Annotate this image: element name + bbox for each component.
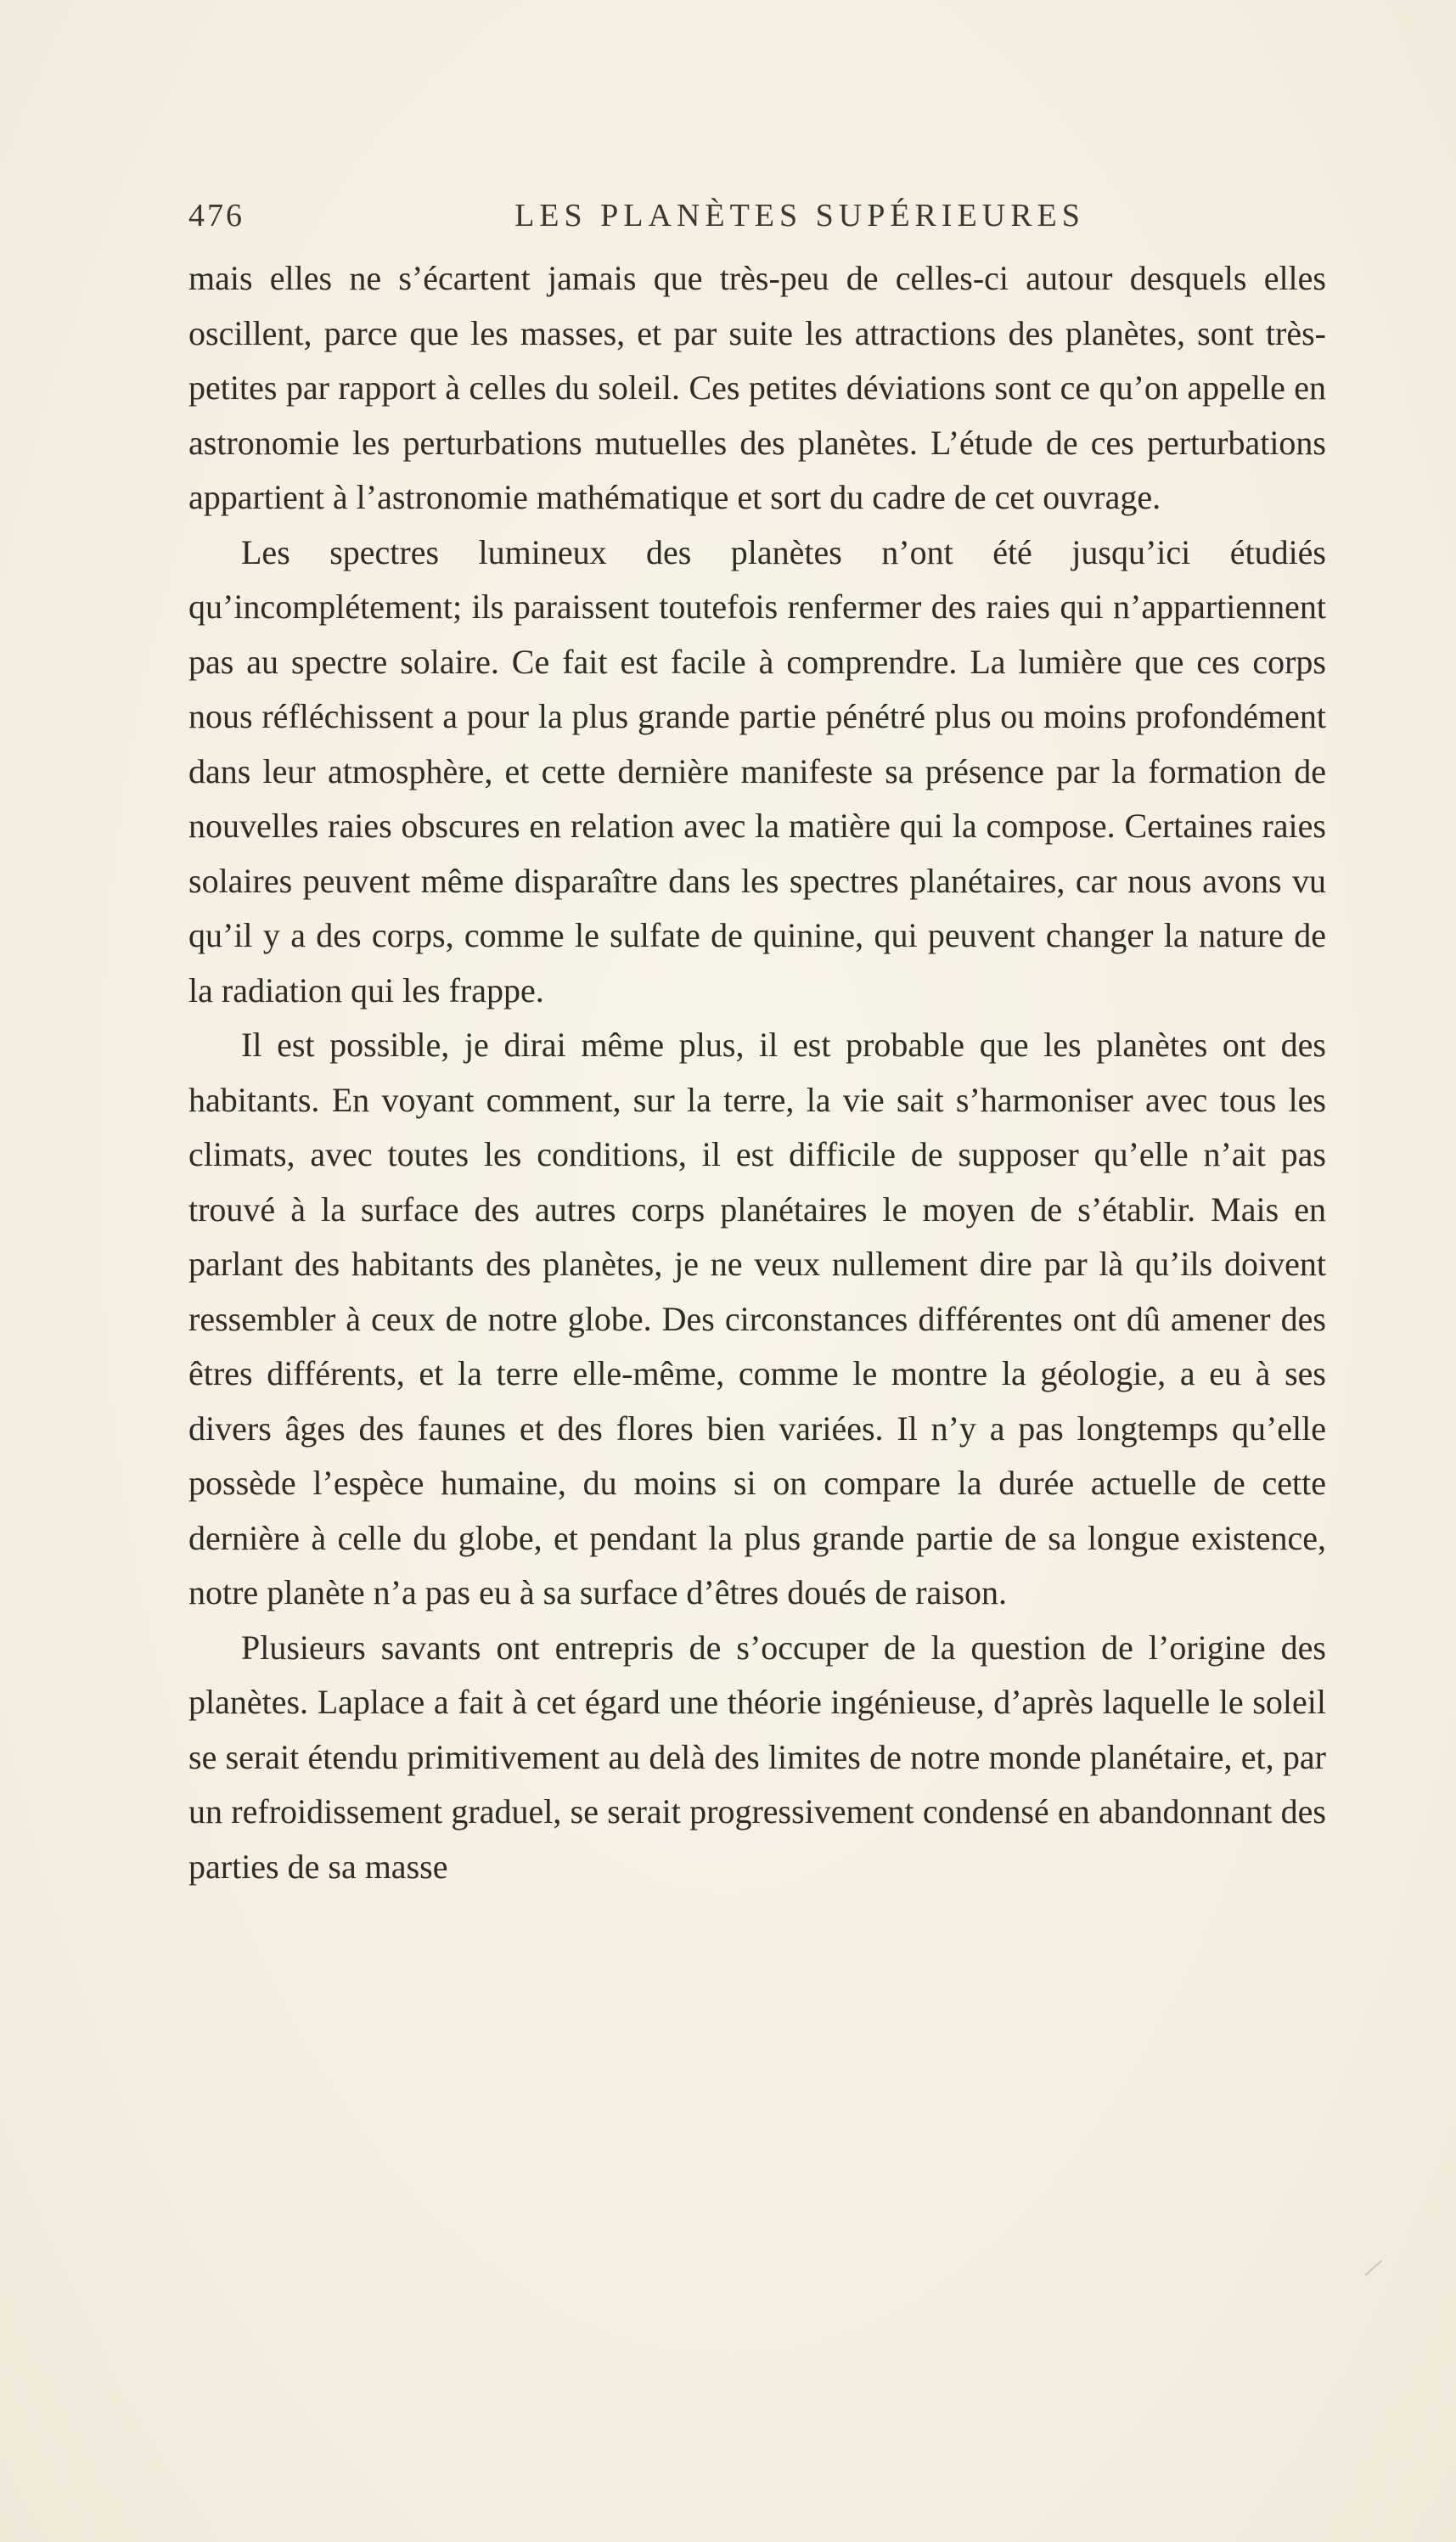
body-text (188, 251, 1326, 1894)
paragraph-planetary-spectra: Les spectres lumineux des planètes n’ont été jusqu’ici étudiés qu’incomplétement; ils paraissent toutefois renfermer des raies qui n’appartiennent pas au spectre solaire. Ce fait est facile à comprendre. La lumière que ces corps nous réfléchissent a pour la plus grande partie pénétré plus ou moins profondément dans leur atmosphère, et cette dernière manifeste sa présence par la formation de nouvelles raies obscures en relation avec la matière qui la compose. Certaines raies solaires peuvent même disparaître dans les spectres planétaires, car nous avons vu qu’il y a des corps, comme le sulfate de quinine, qui peuvent changer la nature de la radiation qui les frappe. (188, 532, 1326, 1009)
paragraph-continuation: mais elles ne s’écartent jamais que très-peu de celles-ci autour desquels elles oscillent, parce que les masses, et par suite les attractions des planètes, sont très-petites par rapport à celles du soleil. Ces petites déviations sont ce qu’on appelle en astronomie les perturbations mutuelles des planètes. L’étude de ces perturbations appartient à l’astronomie mathématique et sort du cadre de cet ouvrage. (188, 259, 1326, 516)
paragraph-planet-origin: Plusieurs savants ont entrepris de s’occuper de la question de l’origine des planètes. Laplace a fait à cet égard une théorie ingénieuse, d’après laquelle le soleil se serait étendu primitivement au delà des limites de notre monde planétaire, et, par un refroidissement graduel, se serait progressivement condensé en abandonnant des parties de sa masse (188, 1628, 1326, 1886)
page-number: 476 (188, 198, 245, 233)
page-mark (1364, 2260, 1382, 2276)
running-title: LES PLANÈTES SUPÉRIEURES (514, 198, 1085, 233)
running-head (188, 197, 1326, 248)
paragraph-planet-inhabitants: Il est possible, je dirai même plus, il est probable que les planètes ont des habitants. En voyant comment, sur la terre, la vie sait s’harmoniser avec tous les climats, avec toutes les conditions, il est difficile de supposer qu’elle n’ait pas trouvé à la surface des autres corps planétaires le moyen de s’établir. Mais en parlant des habitants des planètes, je ne veux nullement dire par là qu’ils doivent ressembler à ceux de notre globe. Des circonstances différentes ont dû amener des êtres différents, et la terre elle-même, comme le montre la géologie, a eu à ses divers âges des faunes et des flores bien variées. Il n’y a pas longtemps qu’elle possède l’espèce humaine, du moins si on compare la durée actuelle de cette dernière à celle du globe, et pendant la plus grande partie de sa longue existence, notre planète n’a pas eu à sa surface d’êtres doués de raison. (188, 1026, 1326, 1611)
